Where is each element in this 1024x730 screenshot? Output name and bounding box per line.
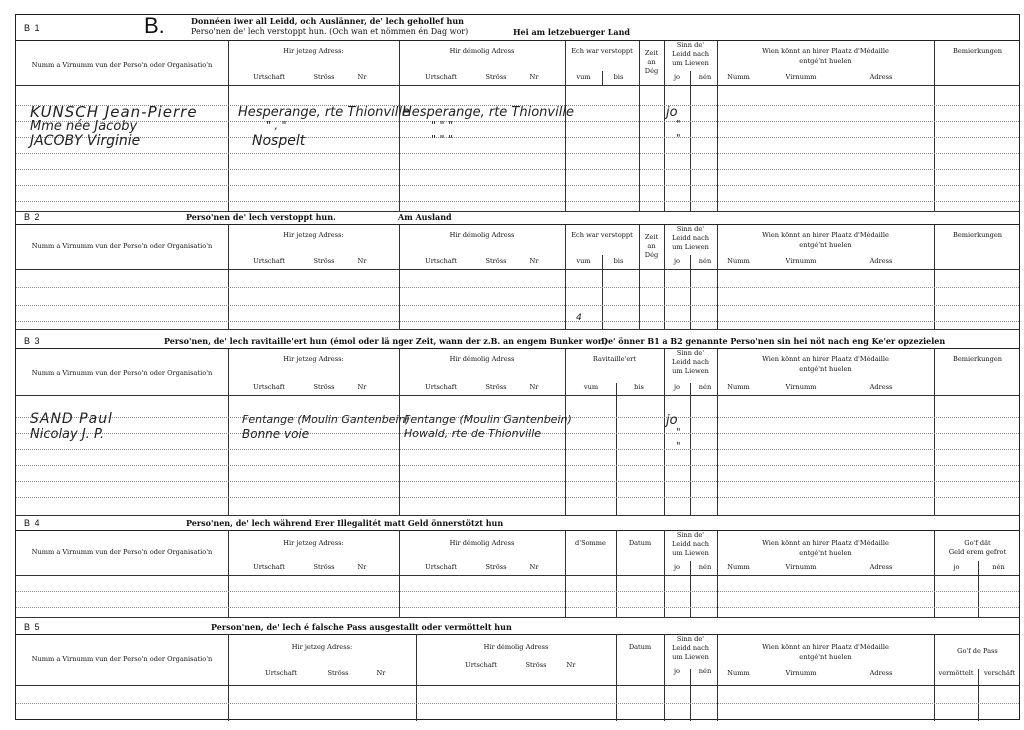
header-nr: Nr [529,383,539,391]
header-time-1: Zeit [644,233,659,241]
header-time-3: Dég [644,67,659,75]
header-supplied: Ravitaille'ert [592,355,637,363]
header-sense-2: Leidd nach [671,234,710,242]
header-street: Ströss [313,563,335,571]
header-sense-2: Leidd nach [671,358,710,366]
header-sense-2: Leidd nach [671,50,710,58]
header-medal-first: Virnumm [785,669,817,677]
b3-name-1: SAND Paul [30,411,113,427]
header-no: nén [698,257,712,265]
header-sense-3: um Liewen [672,243,709,251]
section-title: Perso'nen, de' lech während Erer Illegalitét matt Geld önnerstötzt hun [186,518,504,528]
b1-current-1: Hesperange, rte Thionville [238,105,410,120]
header-current-address: Hir jetzeg Adress: [283,231,344,239]
b1-name-3: JACOBY Virginie [30,133,141,149]
header-yes: jo [953,563,960,571]
header-street: Ströss [485,257,507,265]
header-from: vum [576,257,591,265]
header-medal-2: entgé'nt huelen [799,241,852,249]
section-b3 [16,333,1019,517]
header-yes: jo [673,563,680,571]
header-made: verschäft [983,669,1016,677]
header-to: bis [613,257,624,265]
section-b3-title-bar [16,333,1019,349]
section-code: B 2 [24,212,41,222]
header-locality: Urtschaft [425,73,457,81]
header-medal-1: Wien könnt an hirer Plaatz d'Médaille [762,539,889,547]
header-no: nén [698,383,712,391]
section-code: B 1 [24,23,41,33]
header-name: Numm a Virnumm vun der Perso'n oder Organisatio'n [31,548,213,556]
header-locality: Urtschaft [425,563,457,571]
header-to: bis [613,73,624,81]
header-street: Ströss [327,669,349,677]
header-former-address: Hir démolig Adress [483,643,549,651]
header-medal-1: Wien könnt an hirer Plaatz d'Médaille [762,231,889,239]
header-money-2: Geld erem gefrot [948,548,1007,556]
header-sense-1: Sinn de' [676,635,705,643]
header-medal-1: Wien könnt an hirer Plaatz d'Médaille [762,47,889,55]
header-pass: Go'f de Pass [957,647,998,655]
header-sense-1: Sinn de' [676,531,705,539]
b3-alive-2: " [676,427,681,438]
header-current-address: Hir jetzeg Adress: [283,47,344,55]
b3-former-2: Howald, rte de Thionville [404,427,542,440]
header-medal-address: Adress [869,73,893,81]
header-street: Ströss [525,661,547,669]
header-sum: d'Somme [575,539,606,547]
header-current-address: Hir jetzeg Adress: [291,643,353,651]
header-yes: jo [673,667,680,675]
header-street: Ströss [485,563,507,571]
header-remarks: Bemierkungen [952,355,1003,363]
section-title: Perso'nen, de' lech ravitaille'ert hun (émol oder lä nger Zeit, wann der z.B. an engem Bunker wor.) [164,336,608,346]
header-locality: Urtschaft [253,563,285,571]
header-hidden: Ech war verstoppt [571,231,633,239]
section-b4 [16,517,1019,621]
section-b1 [16,15,1019,215]
section-code: B 4 [24,518,41,528]
header-date: Datum [628,643,652,651]
header-name: Numm a Virnumm vun der Perso'n oder Organisatio'n [31,61,213,69]
header-locality: Urtschaft [253,257,285,265]
b1-former-1: Hesperange, rte Thionville [402,105,574,120]
b3-alive-3: " [676,441,681,452]
header-time-3: Dég [644,251,659,259]
header-street: Ströss [485,383,507,391]
header-remarks: Bemierkungen [952,47,1003,55]
header-nr: Nr [357,257,367,265]
header-former-address: Hir démolig Adress [449,355,515,363]
header-sense-3: um Liewen [672,367,709,375]
header-former-address: Hir démolig Adress [449,539,515,547]
header-medal-first: Virnumm [785,73,817,81]
header-locality: Urtschaft [253,73,285,81]
header-medal-1: Wien könnt an hirer Plaatz d'Médaille [762,355,889,363]
header-sense-2: Leidd nach [671,540,710,548]
header-locality: Urtschaft [465,661,497,669]
b3-former-1: Fentange (Moulin Gantenbein) [404,413,572,426]
section-title-right: Am Ausland [398,212,452,222]
header-locality: Urtschaft [425,383,457,391]
header-name: Numm a Virnumm vun der Perso'n oder Organisatio'n [31,242,213,250]
header-nr: Nr [357,563,367,571]
header-medal-name: Numm [727,563,750,571]
section-b2-title-bar [16,211,1019,225]
b1-current-2: " , " [266,119,287,132]
header-street: Ströss [313,257,335,265]
section-b5 [16,621,1019,721]
header-medal-1: Wien könnt an hirer Plaatz d'Médaille [762,643,889,651]
header-medal-name: Numm [727,257,750,265]
header-money-1: Go'f dät [964,539,991,547]
form-letter: B. [144,13,165,38]
section-title: Perso'nen de' lech verstoppt hun. [186,212,336,222]
header-sense-1: Sinn de' [676,41,705,49]
header-locality: Urtschaft [425,257,457,265]
header-sense-2: Leidd nach [671,644,710,652]
header-name: Numm a Virnumm vun der Perso'n oder Organisatio'n [31,369,213,377]
header-current-address: Hir jetzeg Adress: [283,355,344,363]
b1-alive-2: " [676,119,681,130]
header-medal-2: entgé'nt huelen [799,365,852,373]
header-medal-address: Adress [869,383,893,391]
form-page [15,14,1020,720]
header-sense-3: um Liewen [672,549,709,557]
b1-alive-1: jo [666,105,678,120]
header-medal-2: entgé'nt huelen [799,57,852,65]
section-b1-title-bar [16,15,1019,41]
header-nr: Nr [357,73,367,81]
section-title-line2: Perso'nen de' lech verstoppt hun. (Och wan et nömmen én Dag wor) [191,27,469,36]
header-yes: jo [673,73,680,81]
header-nr: Nr [529,73,539,81]
header-nr: Nr [566,661,576,669]
b1-former-2: " " " [431,119,454,132]
header-street: Ströss [313,73,335,81]
header-no: nén [698,563,712,571]
header-to: bis [634,383,644,391]
header-medal-name: Numm [727,73,750,81]
header-medal-name: Numm [727,669,750,677]
header-medal-2: entgé'nt huelen [799,653,852,661]
header-date: Datum [628,539,652,547]
b1-name-1: KUNSCH Jean-Pierre [30,103,198,121]
header-sense-1: Sinn de' [676,349,705,357]
section-code: B 3 [24,336,41,346]
header-no: nén [698,73,712,81]
header-medal-2: entgé'nt huelen [799,549,852,557]
header-issued: vermöttelt [938,669,974,677]
header-former-address: Hir démolig Adress [449,231,515,239]
section-b2 [16,211,1019,333]
header-nr: Nr [529,257,539,265]
header-no: nén [992,563,1005,571]
header-former-address: Hir démolig Adress [449,47,515,55]
header-from: vum [583,383,599,391]
section-code: B 5 [24,622,41,632]
header-medal-first: Virnumm [785,383,817,391]
header-nr: Nr [376,669,386,677]
header-street: Ströss [485,73,507,81]
header-medal-name: Numm [727,383,750,391]
b1-former-3: " " " [431,133,454,146]
section-title-right: De' önner B1 a B2 genannte Perso'nen sin hei nöt nach eng Ke'er opzezielen [601,336,946,346]
b3-name-2: Nicolay J. P. [30,427,105,442]
header-medal-address: Adress [869,669,893,677]
header-sense-1: Sinn de' [676,225,705,233]
section-b5-title-bar [16,621,1019,635]
section-title: Person'nen, de' lech é falsche Pass ausgestallt oder vermöttelt hun [211,622,512,632]
b1-current-3: Nospelt [252,133,306,149]
header-medal-address: Adress [869,563,893,571]
header-yes: jo [673,383,680,391]
header-sense-3: um Liewen [672,653,709,661]
header-time-2: an [647,58,656,66]
header-medal-address: Adress [869,257,893,265]
header-sense-3: um Liewen [672,59,709,67]
header-time-1: Zeit [644,49,659,57]
header-locality: Urtschaft [265,669,297,677]
b3-current-1: Fentange (Moulin Gantenbein) [242,413,410,426]
header-nr: Nr [357,383,367,391]
b2-mark: 4 [576,313,582,323]
section-b4-title-bar [16,517,1019,531]
header-hidden: Ech war verstoppt [571,47,633,55]
header-no: nén [698,667,712,675]
header-name: Numm a Virnumm vun der Perso'n oder Organisatio'n [31,655,213,663]
b3-current-2: Bonne voie [242,427,310,441]
header-street: Ströss [313,383,335,391]
section-title-right: Hei am letzebuerger Land [513,27,630,37]
header-remarks: Bemierkungen [952,231,1003,239]
header-locality: Urtschaft [253,383,285,391]
header-yes: jo [673,257,680,265]
b3-alive-1: jo [666,413,678,428]
header-nr: Nr [529,563,539,571]
header-medal-first: Virnumm [785,257,817,265]
section-title-line1: Donnéen iwer all Leidd, och Auslänner, de' lech gehollef hun [191,16,464,26]
b1-name-2: Mme née Jacoby [30,119,138,134]
header-medal-first: Virnumm [785,563,817,571]
header-current-address: Hir jetzeg Adress: [283,539,344,547]
b1-alive-3: " [676,133,681,144]
header-from: vum [576,73,591,81]
header-time-2: an [647,242,656,250]
